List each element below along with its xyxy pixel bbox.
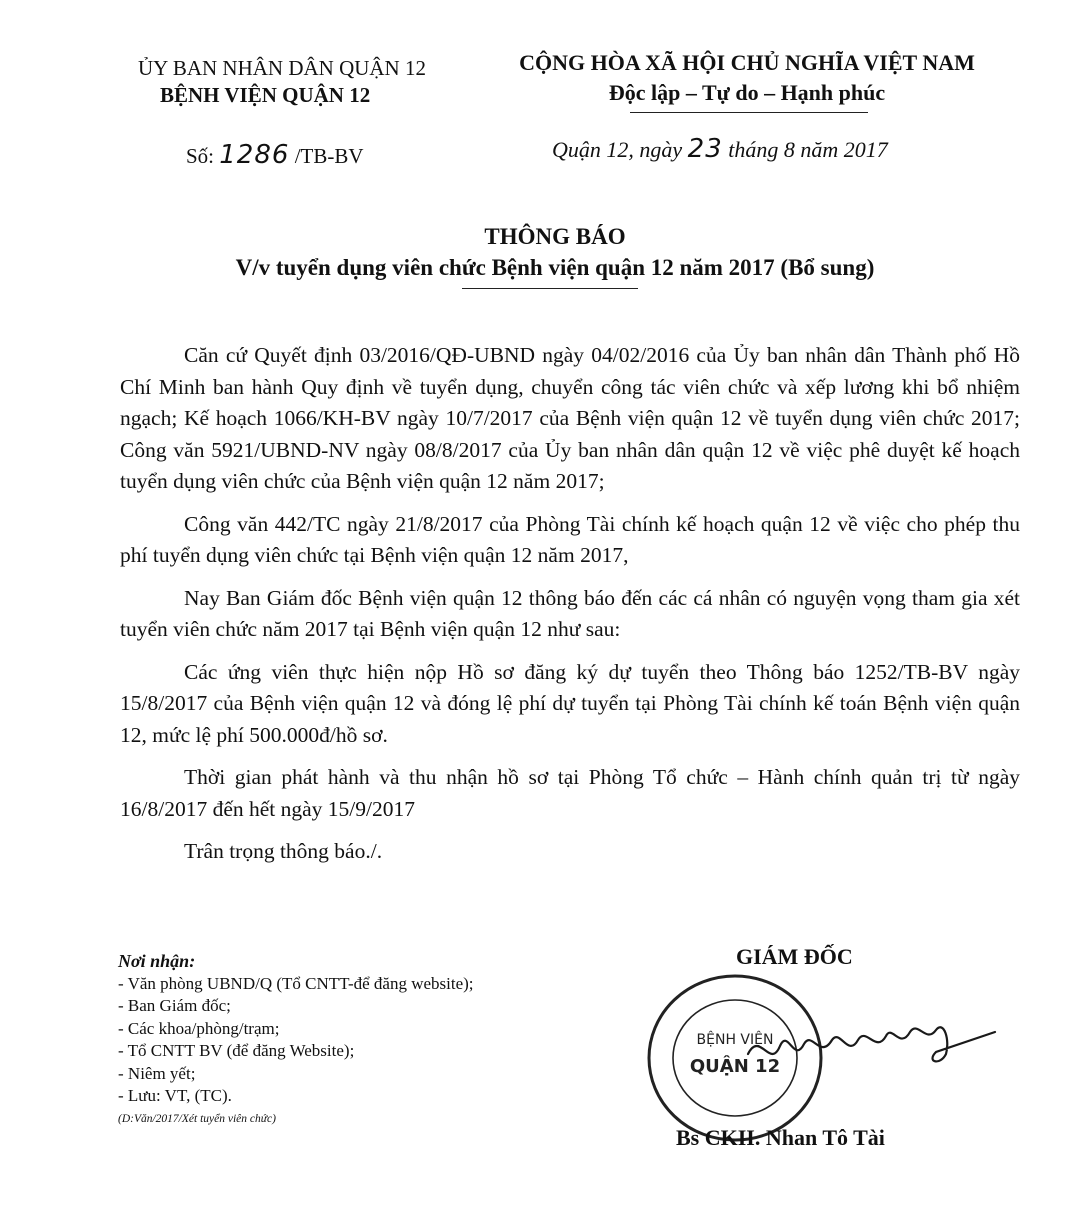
organization-name: BỆNH VIỆN QUẬN 12 <box>160 83 371 107</box>
signer-title: GIÁM ĐỐC <box>736 944 853 969</box>
recipient-item: - Văn phòng UBND/Q (Tổ CNTT-để đăng website); <box>118 973 474 993</box>
document-body <box>120 340 1020 879</box>
body-paragraph: Công văn 442/TC ngày 21/8/2017 của Phòng Tài chính kế hoạch quận 12 về việc cho phép thu phí tuyển dụng viên chức tại Bệnh viện quận 12 năm 2017, <box>120 511 1020 567</box>
body-paragraph: Thời gian phát hành và thu nhận hồ sơ tại Phòng Tổ chức – Hành chính quản trị từ ngày 16/8/2017 đến hết ngày 15/9/2017 <box>120 765 1020 821</box>
date-suffix: tháng 8 năm 2017 <box>728 137 888 162</box>
recipient-item: - Các khoa/phòng/trạm; <box>118 1018 280 1038</box>
body-paragraph: Căn cứ Quyết định 03/2016/QĐ-UBND ngày 04/02/2016 của Ủy ban nhân dân Thành phố Hồ Chí Minh ban hành Quy định về tuyển dụng, chuyển công tác viên chức và xếp lương khi bổ nhiệm ngạch; Kế hoạch 1066/KH-BV ngày 10/7/2017 của Bệnh viện quận 12 về tuyển dụng viên chức 2017; Công văn 5921/UBND-NV ngày 08/8/2017 của Ủy ban nhân dân quận 12 về việc phê duyệt kế hoạch tuyển dụng viên chức của Bệnh viện quận 12 năm 2017; <box>120 343 1020 493</box>
subtitle-underline <box>462 288 638 289</box>
document-subtitle: V/v tuyển dụng viên chức Bệnh viện quận 12 năm 2017 (Bổ sung) <box>235 255 875 280</box>
national-motto: Độc lập – Tự do – Hạnh phúc <box>608 80 886 105</box>
recipients-note: (D:Văn/2017/Xét tuyển viên chức) <box>118 1112 276 1125</box>
seal-text-center: QUẬN 12 <box>689 1056 781 1077</box>
number-handwritten: 1286 <box>219 140 290 170</box>
handwritten-signature-icon <box>740 1010 1000 1080</box>
recipient-item: - Niêm yết; <box>118 1063 196 1083</box>
signer-name: Bs CKII. Nhan Tô Tài <box>676 1125 885 1150</box>
date-prefix: Quận 12, ngày <box>552 137 683 162</box>
document-title: THÔNG BÁO <box>484 224 626 249</box>
seal-text-top: BỆNH VIỆN <box>696 1032 774 1048</box>
closing-line: Trân trọng thông báo./. <box>184 839 383 863</box>
issuing-authority: ỦY BAN NHÂN DÂN QUẬN 12 <box>138 56 426 80</box>
number-prefix: Số: <box>186 144 215 168</box>
document-number <box>186 140 364 170</box>
national-title: CỘNG HÒA XÃ HỘI CHỦ NGHĨA VIỆT NAM <box>519 50 975 75</box>
body-paragraph: Nay Ban Giám đốc Bệnh viện quận 12 thông báo đến các cá nhân có nguyện vọng tham gia xét tuyển viên chức năm 2017 tại Bệnh viện quận 12 như sau: <box>120 585 1020 641</box>
recipient-item: - Ban Giám đốc; <box>118 996 231 1015</box>
recipient-item: - Lưu: VT, (TC). <box>118 1086 232 1105</box>
number-suffix: /TB-BV <box>294 144 364 168</box>
recipients-title: Nơi nhận: <box>118 951 196 971</box>
motto-underline <box>630 112 868 113</box>
body-paragraph: Các ứng viên thực hiện nộp Hồ sơ đăng ký dự tuyển theo Thông báo 1252/TB-BV ngày 15/8/2017 của Bệnh viện quận 12 và đóng lệ phí dự tuyển tại Phòng Tài chính kế toán Bệnh viện quận 12, mức lệ phí 500.000đ/hồ sơ. <box>120 659 1020 747</box>
recipients-block <box>118 950 588 1130</box>
signature-stroke <box>748 1027 995 1061</box>
recipient-item: - Tổ CNTT BV (để đăng Website); <box>118 1041 355 1060</box>
date-day-handwritten: 23 <box>687 134 723 164</box>
place-and-date <box>552 134 888 164</box>
